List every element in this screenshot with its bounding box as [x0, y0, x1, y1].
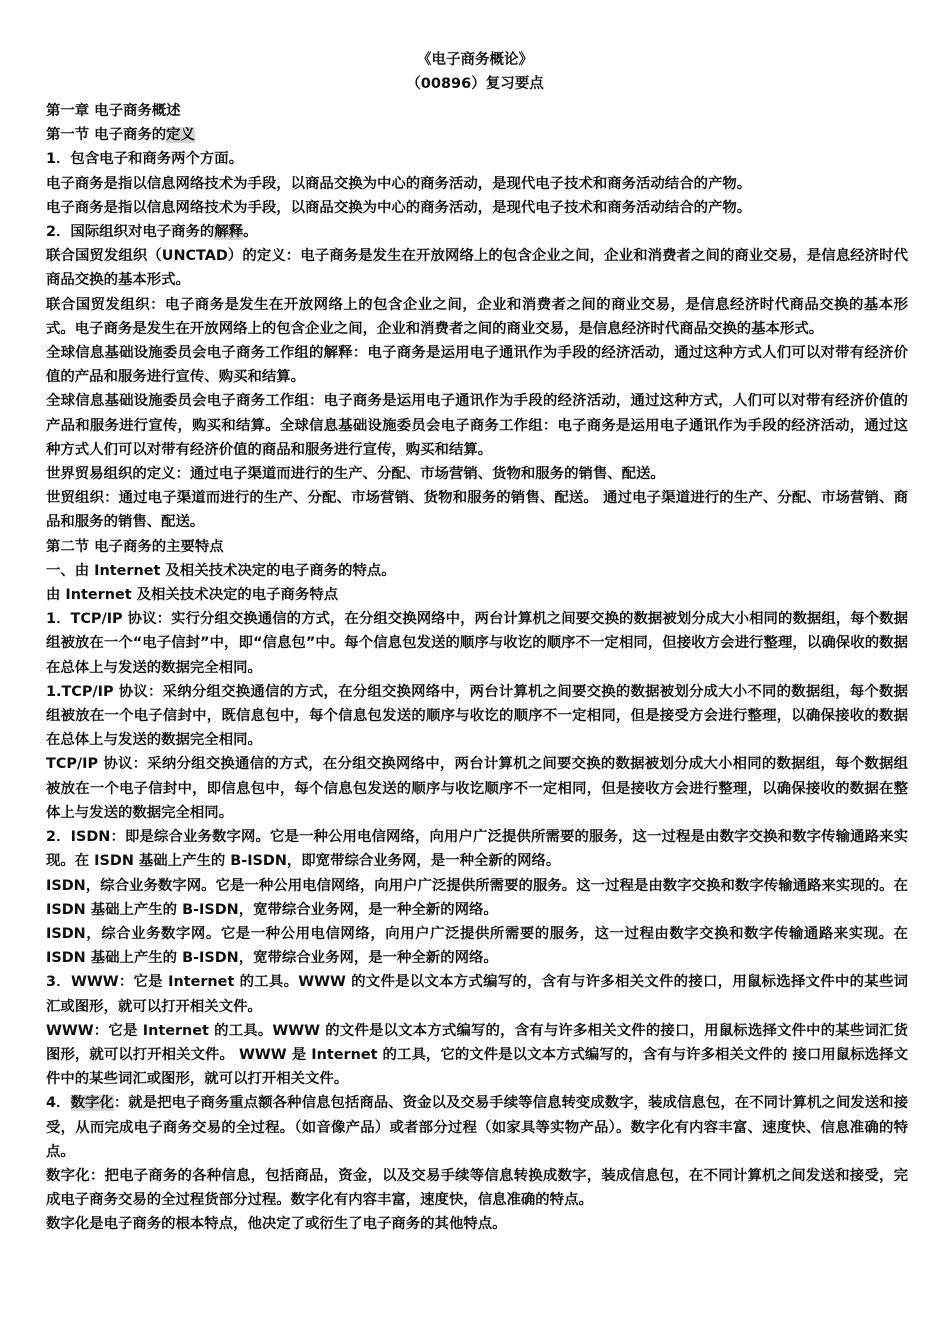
- paragraph: 数字化是电子商务的根本特点，他决定了或衍生了电子商务的其他特点。: [46, 1216, 507, 1233]
- paragraph: 3．WWW：它是 Internet 的工具。WWW 的文件是以文本方式编写的，含有与许多相关文件的接口，用鼠标选择文件中的某些词汇或图形，就可以打开相关文件。: [46, 974, 908, 1015]
- subsection-heading: 一、由 Internet 及相关技术决定的电子商务的特点。: [46, 562, 396, 579]
- paragraph: 1．包含电子和商务两个方面。: [46, 151, 244, 168]
- paragraph: ISDN，综合业务数字网。它是一种公用电信网络，向用户广泛提供所需要的服务。这一过程是由数字交换和数字传输通路来实现的。在 ISDN 基础上产生的 B-ISDN，宽带综合业务网，是一种全新的网络。: [46, 877, 908, 918]
- paragraph: 数字化：把电子商务的各种信息，包括商品，资金，以及交易手续等信息转换成数字，装成信息包，在不同计算机之间发送和接受，完成电子商务交易的全过程货部分过程。数字化有内容丰富，速度快，信息准确的特点。: [46, 1167, 908, 1209]
- paragraph: ISDN，综合业务数字网。它是一种公用电信网络，向用户广泛提供所需要的服务，这一过程由数字交换和数字传输通路来实现。在 ISDN 基础上产生的 B-ISDN，宽带综合业务网，是一种全新的网络。: [46, 925, 908, 967]
- paragraph: 世界贸易组织的定义：通过电子渠道而进行的生产、分配、市场营销、货物和服务的销售、配送。: [46, 466, 665, 483]
- chapter-heading: 第一章 电子商务概述: [46, 103, 181, 119]
- paragraph: 全球信息基础设施委员会电子商务工作组的解释：电子商务是运用电子通讯作为手段的经济活动，通过这种方式人们可以对带有经济价值的产品和服务进行宣传、购买和结算。: [46, 345, 908, 386]
- section-heading: 第一节 电子商务的定义: [46, 127, 195, 144]
- paragraph: 1.TCP/IP 协议：采纳分组交换通信的方式，在分组交换网络中，两台计算机之间要交换的数据被划分成大小不同的数据组，每个数据组被放在一个电子信封中，既信息包中，每个信息包发送的顺序与收讫的顺序不一定相同，但是接受方会进行整理，以确保接收的数据在总体上与发送的数据完全相同。: [46, 683, 908, 749]
- paragraph: 全球信息基础设施委员会电子商务工作组：电子商务是运用电子通讯作为手段的经济活动，通过这种方式，人们可以对带有经济价值的产品和服务进行宣传，购买和结算。全球信息基础设施委员会电子商务工作组：电子商务是运用电子通讯作为手段的经济活动，通过这种方式人们可以对带有经济价值的商品和服务进行宣传，购买和结算。: [46, 393, 908, 458]
- document-body: [46, 99, 908, 1237]
- paragraph: WWW：它是 Internet 的工具。WWW 的文件是以文本方式编写的，含有与许多相关文件的接口，用鼠标选择文件中的某些词汇货图形，就可以打开相关文件。 WWW 是 Internet 的工具，它的文件是以文本方式编写的，含有与许多相关文件的 接口用鼠标选择文件中的某些词汇或图形，就可以打开相关文件。: [46, 1022, 908, 1088]
- highlighted-term: 数字化: [70, 1095, 114, 1112]
- document-subtitle: （00896）复习要点: [406, 76, 544, 92]
- paragraph: 世贸组织：通过电子渠道而进行的生产、分配、市场营销、货物和服务的销售、配送。 通过电子渠道进行的生产、分配、市场营销、商品和服务的销售、配送。: [46, 490, 908, 531]
- paragraph: TCP/IP 协议：采纳分组交换通信的方式，在分组交换网络中，两台计算机之间要交换的数据被划分成大小相同的数据组，每个数据组被放在一个电子信封中，即信息包中，每个信息包发送的顺序与收讫顺序不一定相同，但是接收方会进行整理，以确保接收的数据在整体上与发送的数据完全相同。: [46, 756, 908, 821]
- paragraph: 电子商务是指以信息网络技术为手段，以商品交换为中心的商务活动，是现代电子技术和商务活动结合的产物。: [46, 175, 752, 192]
- paragraph: 2．国际组织对电子商务的解释。: [46, 224, 258, 241]
- paragraph: 2．ISDN：即是综合业务数字网。它是一种公用电信网络，向用户广泛提供所需要的服务，这一过程是由数字交换和数字传输通路来实现。在 ISDN 基础上产生的 B-ISDN，即宽带综合业务网，是一种全新的网络。: [46, 829, 908, 870]
- paragraph: 电子商务是指以信息网络技术为手段，以商品交换为中心的商务活动，是现代电子技术和商务活动结合的产物。: [46, 199, 752, 216]
- document-title: 《电子商务概论》: [417, 52, 533, 68]
- paragraph: 由 Internet 及相关技术决定的电子商务特点: [46, 587, 339, 604]
- paragraph: 联合国贸发组织：电子商务是发生在开放网络上的包含企业之间，企业和消费者之间的商业交易，是信息经济时代商品交换的基本形式。电子商务是发生在开放网络上的包含企业之间，企业和消费者之间的商业交易，是信息经济时代商品交换的基本形式。: [46, 296, 908, 337]
- paragraph: 联合国贸发组织（UNCTAD）的定义：电子商务是发生在开放网络上的包含企业之间，企业和消费者之间的商业交易，是信息经济时代商品交换的基本形式。: [46, 248, 908, 289]
- paragraph: 1．TCP/IP 协议：实行分组交换通信的方式，在分组交换网络中，两台计算机之间要交换的数据被划分成大小相同的数据组，每个数据组被放在一个“电子信封”中，即“信息包”中。每个信息包发送的顺序与收讫的顺序不一定相同，但接收方会进行整理，以确保收的数据在总体上与发送的数据完全相同。: [46, 611, 908, 676]
- highlighted-term: 解释: [214, 224, 244, 241]
- paragraph: 4．数字化：就是把电子商务重点额各种信息包括商品、资金以及交易手续等信息转变成数字，装成信息包，在不同计算机之间发送和接受，从而完成电子商务交易的全过程。（如音像产品）或者部分过程（如家具等实物产品）。数字化有内容丰富、速度快、信息准确的特点。: [46, 1095, 908, 1160]
- highlighted-term: 定义: [166, 127, 195, 144]
- section-heading: 第二节 电子商务的主要特点: [46, 538, 224, 555]
